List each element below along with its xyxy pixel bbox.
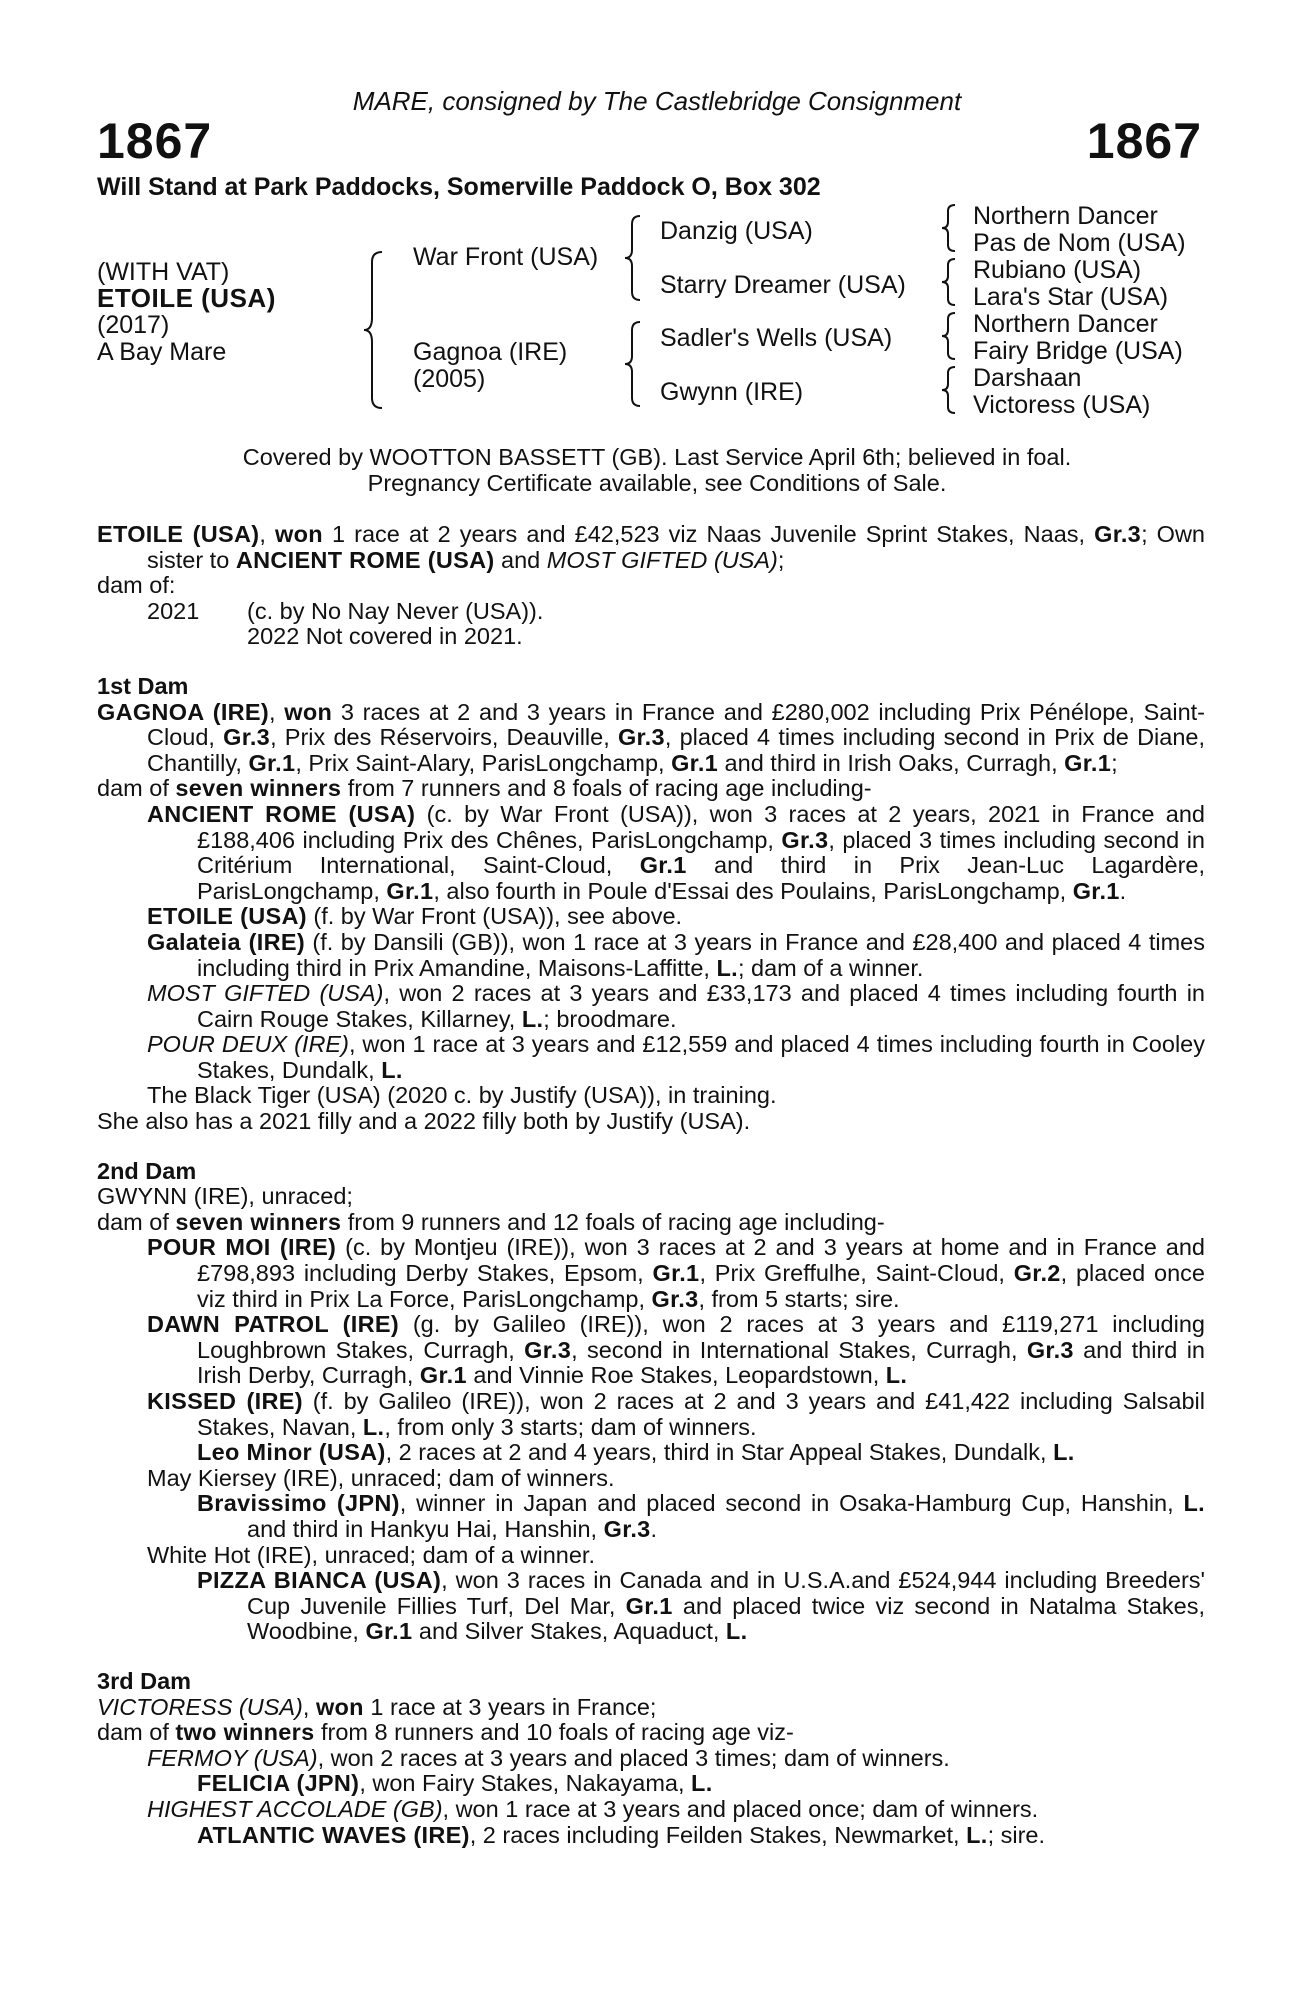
grade: Gr.1 bbox=[671, 749, 719, 776]
produce-kissed bbox=[97, 1389, 1205, 1440]
text: , won 2 races at 3 years and £33,173 and placed 4 times including fourth in Cairn Rouge Stakes, Killarney, bbox=[197, 980, 1205, 1032]
summary-sister-2: MOST GIFTED (USA) bbox=[546, 546, 778, 573]
listed: L. bbox=[691, 1770, 713, 1797]
produce-highest-accolade bbox=[97, 1797, 1205, 1823]
covering-line-2: Pregnancy Certificate available, see Conditions of Sale. bbox=[367, 470, 947, 496]
produce-name: ATLANTIC WAVES (IRE) bbox=[197, 1821, 470, 1848]
pedigree-sds: Rubiano (USA) bbox=[973, 256, 1142, 284]
grade: Gr.1 bbox=[652, 1260, 700, 1287]
grade: Gr.3 bbox=[617, 724, 665, 751]
text: ; broodmare. bbox=[543, 1005, 677, 1032]
text: 1 race at 3 years in France; bbox=[363, 1693, 657, 1720]
produce-ancient-rome bbox=[97, 802, 1205, 904]
second-dam-dam-of bbox=[97, 1210, 1205, 1236]
text: , second in International Stakes, Curragh, bbox=[571, 1336, 1027, 1363]
text: , Prix des Réservoirs, Deauville, bbox=[270, 724, 618, 751]
produce-name: Leo Minor (USA) bbox=[197, 1439, 386, 1466]
pedigree-brace-main bbox=[360, 250, 390, 410]
catalogue-body bbox=[97, 522, 1205, 1848]
produce-name: POUR DEUX (IRE) bbox=[147, 1031, 349, 1058]
listed: L. bbox=[966, 1821, 988, 1848]
produce-atlantic-waves bbox=[97, 1823, 1205, 1849]
produce-etoile bbox=[97, 904, 1205, 930]
text: , Prix Greffulhe, Saint-Cloud, bbox=[699, 1260, 1014, 1287]
text: (f. by Dansili (GB)), won 1 race at 3 years in France and £28,400 and placed 4 times including third in Prix Amandine, Maisons-Laffitte, bbox=[197, 928, 1205, 981]
listed: L. bbox=[716, 954, 738, 981]
produce-name: ANCIENT ROME (USA) bbox=[147, 800, 416, 827]
text: , won 1 race at 3 years and £12,559 and placed 4 times including fourth in Cooley Stakes, Dundalk, bbox=[197, 1031, 1205, 1083]
first-dam-also: She also has a 2021 filly and a 2022 filly both by Justify (USA). bbox=[97, 1108, 751, 1135]
winners-count: two winners bbox=[175, 1719, 315, 1746]
text: and placed twice viz second in Natalma Stakes, Woodbine, bbox=[247, 1592, 1205, 1645]
text: , won 1 race at 3 years and placed once; dam of winners. bbox=[442, 1795, 1039, 1822]
produce-name: PIZZA BIANCA (USA) bbox=[197, 1567, 442, 1594]
text: (f. by Galileo (IRE)), won 2 races at 2 and 3 years and £41,422 including Salsabil Stakes, Navan, bbox=[197, 1388, 1205, 1440]
summary-sister-1: ANCIENT ROME (USA) bbox=[235, 546, 495, 573]
pedigree-dam-sire: Sadler's Wells (USA) bbox=[660, 324, 893, 352]
produce-name: KISSED (IRE) bbox=[147, 1388, 303, 1414]
second-dam-name: GWYNN (IRE), unraced; bbox=[97, 1183, 353, 1210]
produce-pour-moi bbox=[97, 1235, 1205, 1312]
listed: L. bbox=[885, 1362, 908, 1389]
first-dam-summary: GAGNOA (IRE), won 3 races at 2 and 3 years in France and £280,002 including Prix Pénélope, Saint-Cloud, Gr.3, Prix des Réservoirs, Deauville, Gr.3, placed 4 times including second in Prix de Diane, Chantilly, Gr.1, Prix Saint-Alary, ParisLongchamp, Gr.1 and third in Irish Oaks, Curragh, Gr.1; bbox=[97, 698, 1205, 776]
pedigree-ddd: Victoress (USA) bbox=[973, 391, 1151, 419]
text: , also fourth in Poule d'Essai des Poulains, ParisLongchamp, bbox=[433, 877, 1073, 904]
grade: Gr.3 bbox=[603, 1515, 651, 1542]
dam-of-label: dam of: bbox=[97, 572, 176, 599]
grade: Gr.3 bbox=[1026, 1336, 1074, 1363]
grade: Gr.3 bbox=[524, 1336, 572, 1363]
produce-text: (c. by No Nay Never (USA)). bbox=[247, 597, 544, 624]
text: , won 2 races at 3 years and placed 3 times; dam of winners. bbox=[317, 1744, 950, 1771]
grade: Gr.2 bbox=[1013, 1260, 1061, 1287]
lot-number-right: 1867 bbox=[1086, 113, 1202, 169]
text: 3 races at 2 and 3 years in France and £280,002 including Prix Pénélope, Saint-Cloud, bbox=[147, 698, 1205, 751]
produce-name: MOST GIFTED (USA) bbox=[147, 980, 384, 1007]
produce-pizza-bianca bbox=[97, 1568, 1205, 1645]
text: dam of bbox=[97, 1719, 176, 1746]
produce-galateia bbox=[97, 930, 1205, 981]
produce-may-kiersey: May Kiersey (IRE), unraced; dam of winners. bbox=[147, 1464, 615, 1491]
third-dam-name: VICTORESS (USA) bbox=[97, 1693, 303, 1720]
grade: Gr.1 bbox=[1072, 877, 1120, 904]
stand-location: Will Stand at Park Paddocks, Somerville Paddock O, Box 302 bbox=[97, 173, 821, 201]
grade: Gr.1 bbox=[1064, 749, 1112, 776]
produce-row bbox=[97, 599, 1205, 650]
produce-text-2: 2022 Not covered in 2021. bbox=[247, 623, 523, 650]
grade: Gr.1 bbox=[365, 1618, 413, 1645]
produce-name: ETOILE (USA) bbox=[147, 903, 307, 930]
grade: Gr.3 bbox=[651, 1285, 699, 1312]
produce-name: Galateia (IRE) bbox=[147, 928, 305, 955]
text: , from 5 starts; sire. bbox=[698, 1285, 900, 1312]
pedigree-dam-dam: Gwynn (IRE) bbox=[660, 378, 804, 406]
covering-line-1: Covered by WOOTTON BASSETT (GB). Last Service April 6th; believed in foal. bbox=[242, 444, 1072, 470]
summary-text-2: ; Own sister to bbox=[147, 521, 1205, 573]
produce-most-gifted bbox=[97, 981, 1205, 1032]
pedigree-dsd: Fairy Bridge (USA) bbox=[973, 337, 1183, 365]
grade: Gr.1 bbox=[639, 852, 687, 879]
text: (g. by Galileo (IRE)), won 2 races at 3 years and £119,271 including Loughbrown Stakes, Curragh, bbox=[197, 1311, 1205, 1363]
pedigree-sire: War Front (USA) bbox=[413, 243, 599, 271]
produce-fermoy bbox=[97, 1746, 1205, 1772]
listed: L. bbox=[1183, 1490, 1205, 1517]
pedigree-sire-dam: Starry Dreamer (USA) bbox=[660, 271, 906, 299]
consignment-line: MARE, consigned by The Castlebridge Consignment bbox=[352, 86, 962, 116]
third-dam-dam-of bbox=[97, 1720, 1205, 1746]
first-dam-dam-of bbox=[97, 776, 1205, 802]
produce-bravissimo bbox=[97, 1491, 1205, 1542]
grade: Gr.1 bbox=[248, 749, 296, 776]
grade: Gr.3 bbox=[781, 826, 829, 853]
listed: L. bbox=[362, 1413, 385, 1440]
second-dam-heading: 2nd Dam bbox=[97, 1157, 197, 1184]
text: , placed once viz third in Prix La Force, ParisLongchamp, bbox=[197, 1260, 1205, 1312]
text: (c. by War Front (USA)), won 3 races at 2 years, 2021 in France and £188,406 including Prix des Chênes, ParisLongchamp, bbox=[197, 800, 1206, 853]
text: and Vinnie Roe Stakes, Leopardstown, bbox=[466, 1362, 886, 1389]
pedigree-dds: Darshaan bbox=[973, 364, 1082, 392]
text: and third in Prix Jean-Luc Lagardère, ParisLongchamp, bbox=[197, 852, 1206, 904]
text: . bbox=[1119, 877, 1127, 904]
text: , winner in Japan and placed second in Osaka-Hamburg Cup, Hanshin, bbox=[399, 1490, 1184, 1517]
text: from 7 runners and 8 foals of racing age including- bbox=[341, 775, 872, 802]
listed: L. bbox=[725, 1618, 748, 1645]
listed: L. bbox=[381, 1056, 403, 1083]
horse-year: (2017) bbox=[97, 311, 170, 339]
text: , won 3 races in Canada and in U.S.A.and £524,944 including Breeders' Cup Juvenile Fillies Turf, Del Mar, bbox=[247, 1567, 1206, 1619]
horse-description: A Bay Mare bbox=[97, 338, 227, 366]
text: (f. by War Front (USA)), see above. bbox=[306, 903, 683, 930]
listed: L. bbox=[521, 1005, 544, 1032]
summary-won: won bbox=[275, 521, 323, 547]
summary-horse-name: ETOILE (USA) bbox=[97, 521, 260, 547]
summary-grade: Gr.3 bbox=[1094, 521, 1142, 547]
pedigree-sire-sire: Danzig (USA) bbox=[660, 217, 813, 245]
horse-name: ETOILE (USA) bbox=[97, 283, 276, 313]
produce-dawn-patrol bbox=[97, 1312, 1205, 1389]
produce-black-tiger: The Black Tiger (USA) (2020 c. by Justify (USA)), in training. bbox=[147, 1082, 777, 1109]
third-dam-heading: 3rd Dam bbox=[97, 1667, 192, 1694]
text: , placed 3 times including second in Critérium International, Saint-Cloud, bbox=[197, 826, 1205, 879]
text: and Silver Stakes, Aquaduct, bbox=[412, 1618, 726, 1645]
text: ; bbox=[1111, 749, 1118, 776]
first-dam-won: won bbox=[284, 698, 333, 725]
winners-count: seven winners bbox=[175, 775, 342, 802]
pedigree-dss: Northern Dancer bbox=[973, 310, 1158, 338]
first-dam-heading: 1st Dam bbox=[97, 672, 189, 699]
pedigree-sdd: Lara's Star (USA) bbox=[973, 283, 1169, 311]
text: , won Fairy Stakes, Nakayama, bbox=[359, 1770, 692, 1797]
pedigree-brace-dam bbox=[622, 320, 646, 408]
brace-danzig bbox=[940, 203, 960, 253]
text: and third in Hankyu Hai, Hanshin, bbox=[247, 1515, 604, 1542]
text: ; dam of a winner. bbox=[737, 954, 924, 981]
text: dam of bbox=[97, 1208, 176, 1235]
produce-pour-deux bbox=[97, 1032, 1205, 1083]
lot-number-left: 1867 bbox=[97, 113, 213, 169]
text: , placed 4 times including second in Prix de Diane, Chantilly, bbox=[147, 724, 1205, 776]
grade: Gr.1 bbox=[625, 1592, 673, 1619]
pedigree-ssd: Pas de Nom (USA) bbox=[973, 229, 1186, 257]
summary-end: ; bbox=[777, 546, 785, 573]
text: , 2 races at 2 and 4 years, third in Star Appeal Stakes, Dundalk, bbox=[385, 1439, 1054, 1466]
brace-starry-dreamer bbox=[940, 257, 960, 307]
horse-summary: ETOILE (USA), won 1 race at 2 years and £42,523 viz Naas Juvenile Sprint Stakes, Naas, Gr.3; Own sister to ANCIENT ROME (USA) and MOST GIFTED (USA); bbox=[97, 521, 1205, 573]
text: dam of bbox=[97, 775, 176, 802]
summary-and: and bbox=[494, 546, 547, 573]
first-dam-name: GAGNOA (IRE) bbox=[97, 698, 270, 725]
third-dam-summary bbox=[97, 1695, 1205, 1721]
text: and third in Irish Oaks, Curragh, bbox=[718, 749, 1065, 776]
produce-leo-minor bbox=[97, 1440, 1205, 1466]
produce-name: POUR MOI (IRE) bbox=[147, 1234, 337, 1261]
won: won bbox=[315, 1693, 364, 1720]
pedigree-dam-year: (2005) bbox=[413, 365, 486, 393]
produce-name: FERMOY (USA) bbox=[147, 1744, 318, 1771]
produce-name: HIGHEST ACCOLADE (GB) bbox=[147, 1795, 443, 1822]
text: from 8 runners and 10 foals of racing age viz- bbox=[314, 1719, 794, 1746]
produce-name: FELICIA (JPN) bbox=[197, 1770, 360, 1797]
produce-felicia bbox=[97, 1771, 1205, 1797]
text: ; sire. bbox=[987, 1821, 1046, 1848]
produce-year: 2021 bbox=[147, 597, 200, 624]
pedigree-brace-sire bbox=[622, 214, 646, 302]
text: . bbox=[650, 1515, 658, 1542]
text: , from only 3 starts; dam of winners. bbox=[384, 1413, 757, 1440]
grade: Gr.1 bbox=[419, 1362, 467, 1389]
grade: Gr.1 bbox=[386, 877, 434, 904]
text: , Prix Saint-Alary, ParisLongchamp, bbox=[295, 749, 672, 776]
produce-name: Bravissimo (JPN) bbox=[197, 1490, 400, 1517]
text: (c. by Montjeu (IRE)), won 3 races at 2 and 3 years at home and in France and £798,893 including Derby Stakes, Epsom, bbox=[197, 1234, 1205, 1287]
brace-sadlers-wells bbox=[940, 311, 960, 361]
produce-name: DAWN PATROL (IRE) bbox=[147, 1311, 400, 1338]
brace-gwynn bbox=[940, 365, 960, 415]
winners-count: seven winners bbox=[175, 1208, 342, 1235]
text: from 9 runners and 12 foals of racing age including- bbox=[341, 1208, 885, 1235]
grade: Gr.3 bbox=[223, 724, 271, 751]
vat-label: (WITH VAT) bbox=[97, 258, 230, 286]
text: , 2 races including Feilden Stakes, Newmarket, bbox=[469, 1821, 967, 1848]
text: , bbox=[302, 1693, 316, 1720]
pedigree-sss: Northern Dancer bbox=[973, 202, 1158, 230]
text: and third in Irish Derby, Curragh, bbox=[197, 1336, 1205, 1389]
pedigree-dam: Gagnoa (IRE) bbox=[413, 338, 568, 366]
summary-text-1: 1 race at 2 years and £42,523 viz Naas Juvenile Sprint Stakes, Naas, bbox=[322, 521, 1095, 547]
produce-white-hot: White Hot (IRE), unraced; dam of a winner. bbox=[147, 1541, 595, 1568]
listed: L. bbox=[1053, 1439, 1075, 1466]
